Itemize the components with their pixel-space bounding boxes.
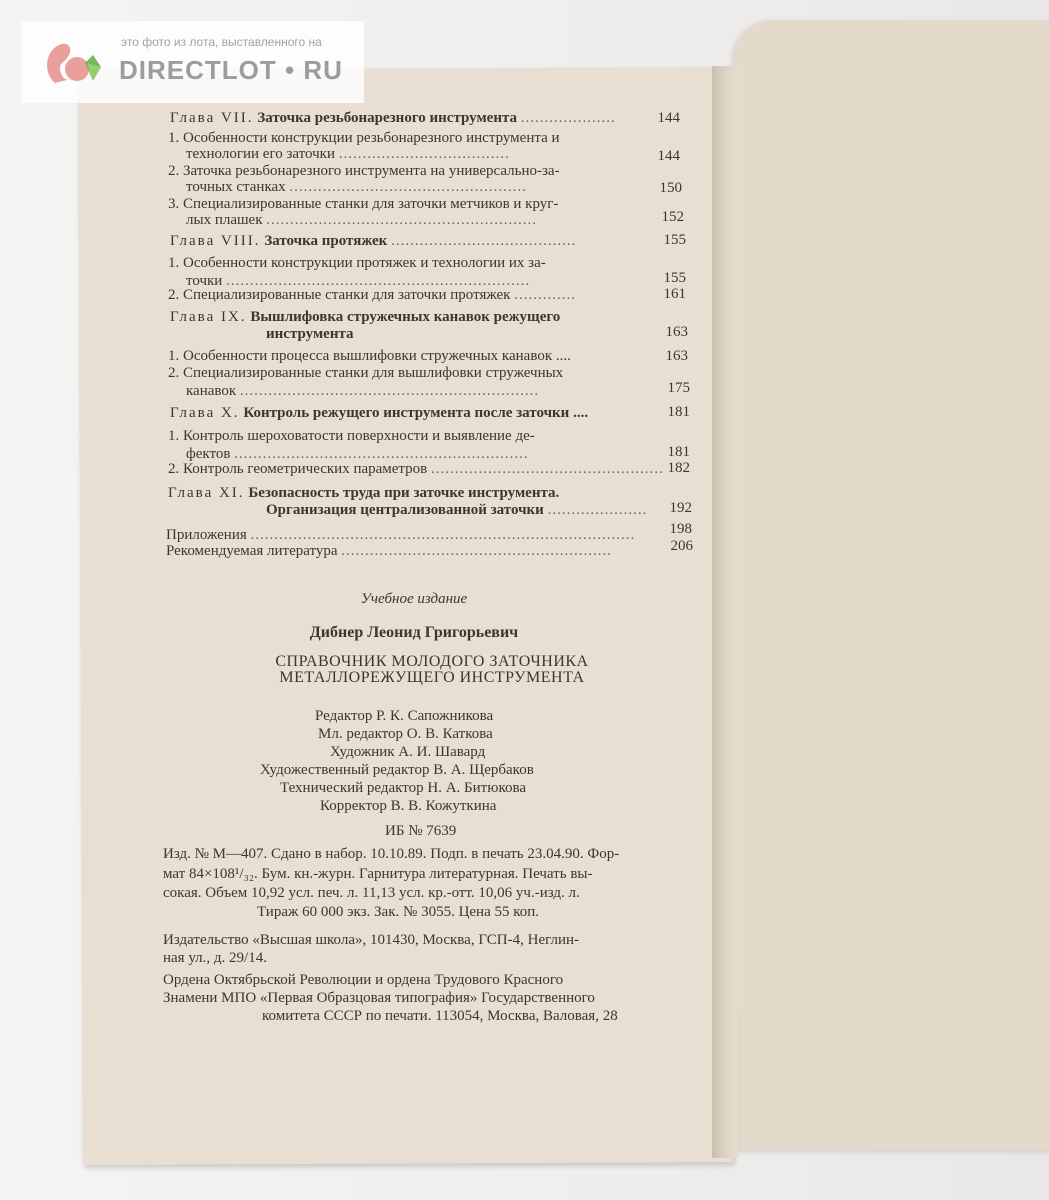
chapter-title: Вышлифовка стружечных канавок режущего: [250, 309, 561, 325]
toc-item-cont: технологии его заточки ....................................: [186, 146, 510, 162]
toc-item-cont: канавок ...............................................................: [186, 383, 540, 399]
page-number: 175: [667, 380, 690, 396]
page-number: 206: [670, 538, 693, 554]
credit-line: Корректор В. В. Кожуткина: [320, 798, 497, 814]
toc-item-cont: лых плашек .........................................................: [186, 212, 537, 228]
chapter-title-cont: инструмента: [266, 326, 354, 342]
watermark: [21, 21, 364, 103]
edition-type: Учебное издание: [360, 591, 468, 607]
publisher-line: Издательство «Высшая школа», 101430, Москва, ГСП-4, Неглин-: [163, 932, 580, 948]
chapter-title-cont: Организация централизованной заточки .....................: [266, 502, 648, 518]
author: Дибнер Леонид Григорьевич: [309, 624, 519, 641]
toc-chapter-9: [170, 309, 560, 325]
chapter-label: Глава X.: [170, 405, 240, 421]
chapter-title: Заточка протяжек: [264, 233, 388, 249]
ib-number: ИБ № 7639: [385, 823, 457, 839]
squirrel-logo-icon: [41, 33, 113, 95]
printer-line: Ордена Октябрьской Революции и ордена Трудового Красного: [163, 972, 564, 988]
credit-line: Редактор Р. К. Сапожникова: [315, 708, 494, 724]
credit-line: Технический редактор Н. А. Битюкова: [280, 780, 527, 796]
toc-item: 3. Специализированные станки для заточки метчиков и круг-: [168, 196, 559, 212]
credit-line: Мл. редактор О. В. Каткова: [318, 726, 493, 742]
credit-line: Художественный редактор В. А. Щербаков: [260, 762, 534, 778]
page-number: 181: [667, 444, 690, 460]
toc-item-cont: точных станках ..................................................: [186, 179, 527, 195]
toc-item: 1. Контроль шероховатости поверхности и выявление де-: [168, 428, 535, 444]
toc-chapter-7: Глава VII. Заточка резьбонарезного инструмента ....................: [170, 110, 616, 126]
page-number: 155: [663, 232, 686, 248]
toc-item: 1. Особенности процесса вышлифовки стружечных канавок ....: [168, 348, 571, 364]
publication-details: мат 84×108¹/₃₂. Бум. кн.-журн. Гарнитура литературная. Печать вы-: [163, 866, 593, 882]
toc-item: 2. Заточка резьбонарезного инструмента на универсально-за-: [168, 163, 560, 179]
toc-item: 1. Особенности конструкции протяжек и технологии их за-: [168, 255, 546, 271]
toc-item: 2. Контроль геометрических параметров .................................................: [168, 461, 664, 477]
page-number: 163: [665, 348, 688, 364]
printer-line: комитета СССР по печати. 113054, Москва, Валовая, 28: [262, 1008, 618, 1024]
page-number: 182: [667, 460, 690, 476]
toc-item: 1. Особенности конструкции резьбонарезного инструмента и: [168, 130, 560, 146]
page-number: 150: [659, 180, 682, 196]
toc-item: Приложения .................................................................................: [166, 527, 636, 543]
chapter-title: Заточка резьбонарезного инструмента: [257, 110, 518, 126]
page-number: 163: [665, 324, 688, 340]
page-number: 161: [663, 286, 686, 302]
chapter-label: Глава VII.: [170, 110, 254, 126]
toc-item: 2. Специализированные станки для заточки протяжек .............: [168, 287, 576, 303]
publication-details: Тираж 60 000 экз. Зак. № 3055. Цена 55 коп.: [257, 904, 540, 920]
publication-details: Изд. № М—407. Сдано в набор. 10.10.89. Подп. в печать 23.04.90. Фор-: [163, 846, 620, 862]
page-number: 155: [663, 270, 686, 286]
page-number: 144: [657, 148, 680, 164]
toc-item-cont: точки ................................................................: [186, 273, 531, 289]
toc-item: 2. Специализированные станки для вышлифовки стружечных: [168, 365, 564, 381]
toc-chapter-11: [168, 485, 559, 501]
chapter-title: Безопасность труда при заточке инструмента.: [248, 485, 560, 501]
page-number: 192: [669, 500, 692, 516]
publisher-line: ная ул., д. 29/14.: [163, 950, 267, 966]
page-number: 144: [657, 110, 680, 126]
page-number: 198: [669, 521, 692, 537]
chapter-label: Глава IX.: [170, 309, 247, 325]
page-number: 181: [667, 404, 690, 420]
toc-item: Рекомендуемая литература .........................................................: [166, 543, 613, 559]
page-number: 152: [661, 209, 684, 225]
chapter-title: Контроль режущего инструмента после заточки ....: [243, 405, 589, 421]
chapter-label: Глава XI.: [168, 485, 245, 501]
watermark-caption: это фото из лота, выставленного на: [121, 35, 322, 49]
credit-line: Художник А. И. Шавард: [330, 744, 486, 760]
chapter-label: Глава VIII.: [170, 233, 261, 249]
watermark-brand: DIRECTLOT • RU: [119, 55, 343, 85]
toc-item-cont: фектов ..............................................................: [186, 446, 529, 462]
publication-details: сокая. Объем 10,92 усл. печ. л. 11,13 усл. кр.-отт. 10,06 уч.-изд. л.: [163, 885, 580, 901]
printer-line: Знамени МПО «Первая Образцовая типография» Государственного: [163, 990, 595, 1006]
book-title-line2: МЕТАЛЛОРЕЖУЩЕГО ИНСТРУМЕНТА: [279, 669, 585, 686]
toc-chapter-8: Глава VIII. Заточка протяжек .......................................: [170, 233, 577, 249]
toc-chapter-10: [170, 405, 588, 421]
book-title-line1: СПРАВОЧНИК МОЛОДОГО ЗАТОЧНИКА: [275, 653, 589, 670]
